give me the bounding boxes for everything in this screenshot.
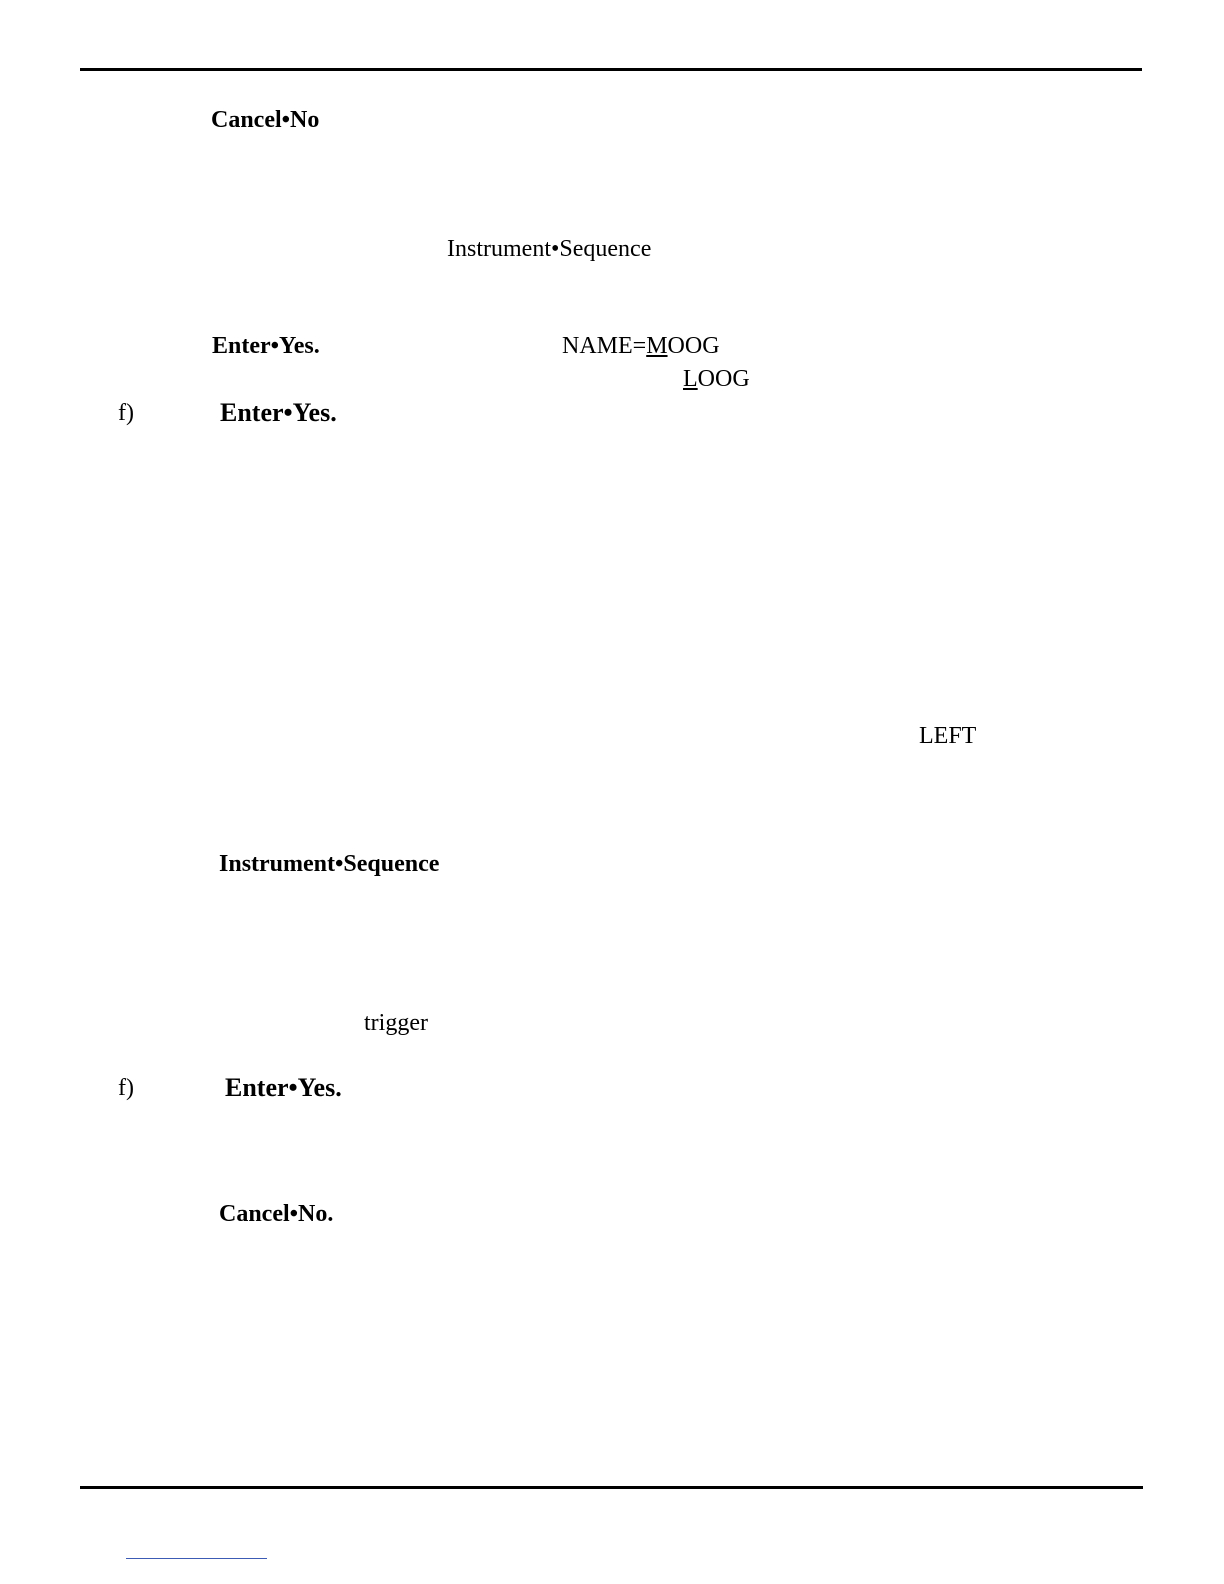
step-marker-f: f) (118, 400, 134, 426)
renamed-display (683, 367, 750, 391)
footer-link-underline (126, 1558, 267, 1559)
cancel-no-key-label: Cancel•No. (219, 1201, 334, 1227)
enter-yes-key-label: Enter•Yes. (212, 333, 320, 359)
bottom-rule (80, 1486, 1143, 1489)
instrument-sequence-key-label: Instrument•Sequence (219, 851, 440, 877)
name-display-cursor-char: M (646, 333, 668, 359)
name-display (562, 334, 720, 358)
renamed-display-cursor-char: L (683, 366, 698, 392)
instrument-sequence-key-label: Instrument•Sequence (447, 236, 652, 262)
top-rule (80, 68, 1142, 71)
name-display-rest: OOG (667, 333, 720, 359)
step-marker-f: f) (118, 1075, 134, 1101)
name-display-prefix: NAME= (562, 333, 647, 359)
renamed-display-rest: OOG (697, 366, 750, 392)
left-key-label: LEFT (919, 723, 977, 749)
enter-yes-key-label: Enter•Yes. (220, 398, 337, 427)
trigger-term: trigger (364, 1010, 428, 1036)
cancel-no-key-label: Cancel•No (211, 107, 320, 133)
enter-yes-key-label: Enter•Yes. (225, 1073, 342, 1102)
